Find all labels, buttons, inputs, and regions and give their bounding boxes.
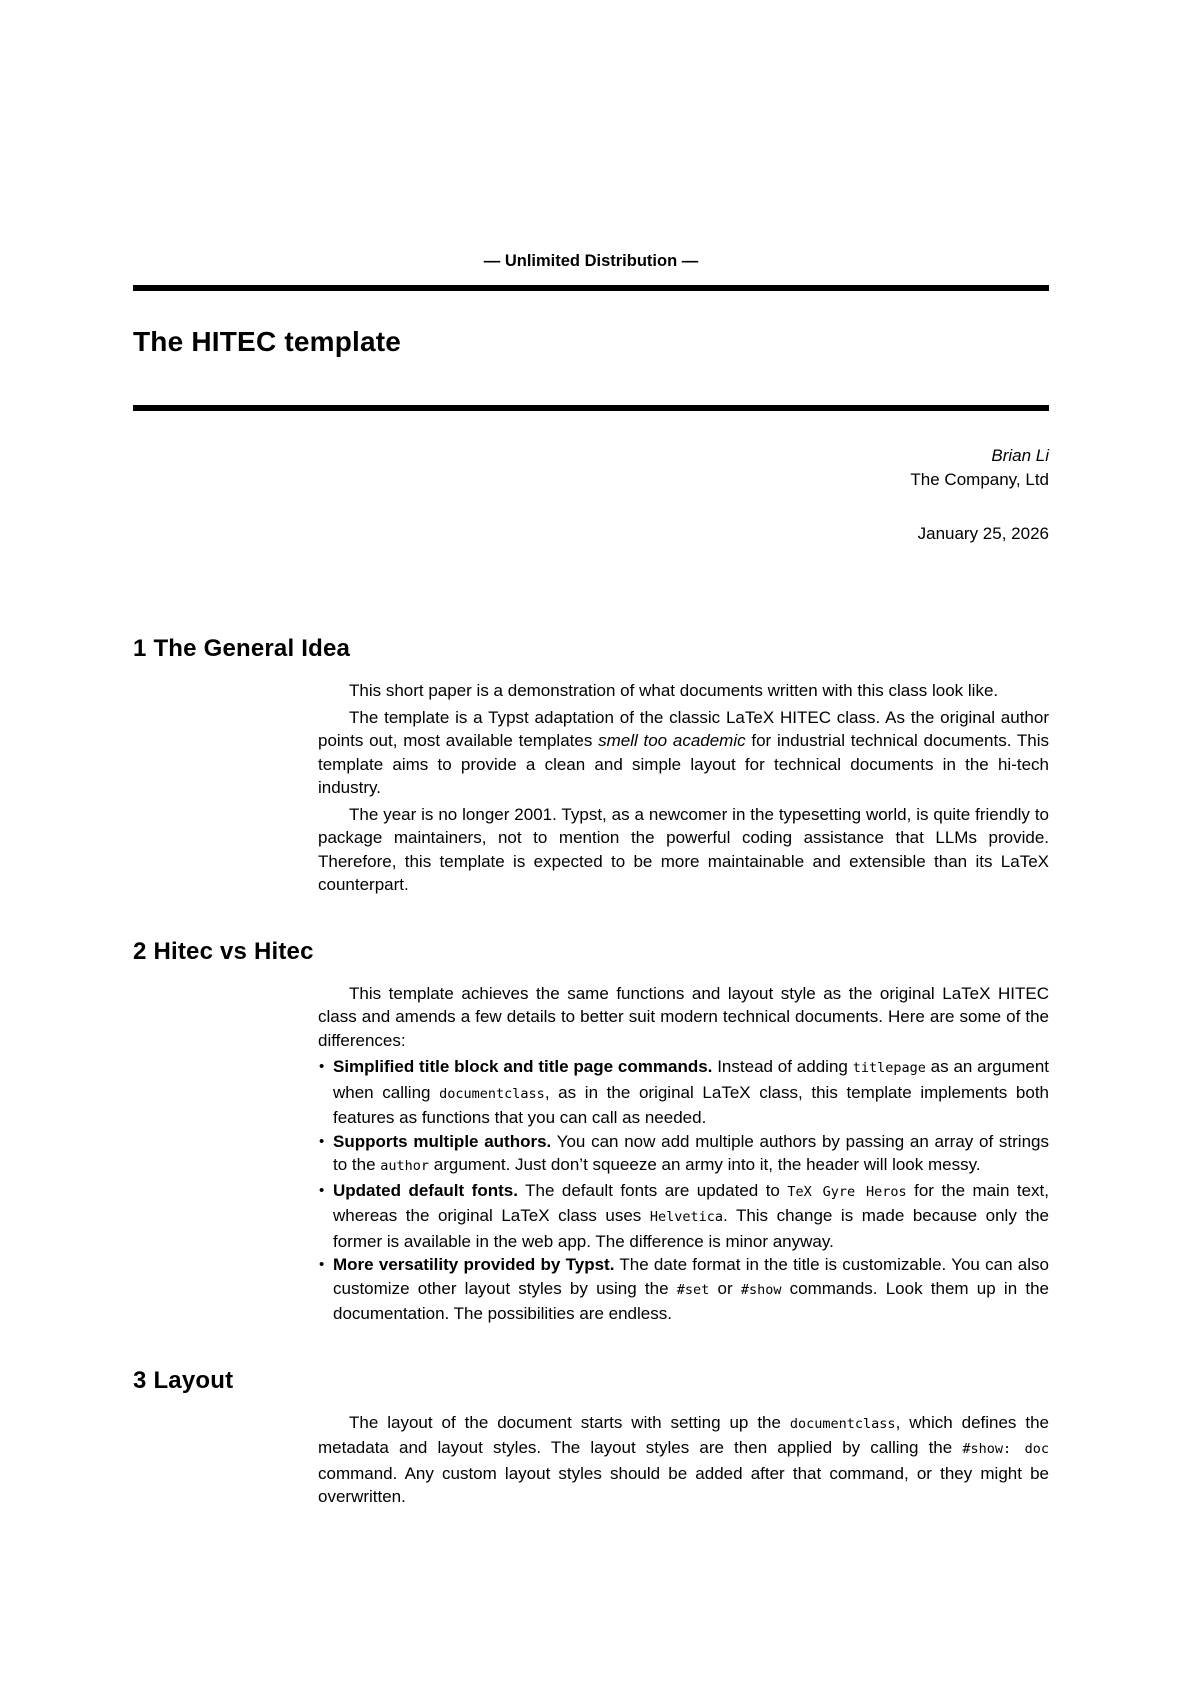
bullet-icon: • <box>319 1058 325 1075</box>
text-run: commands. Look them up in the documentation. The possibilities are endless. <box>333 1278 1049 1323</box>
bullet-item <box>318 1055 1049 1130</box>
text-run: titlepage <box>852 1060 926 1076</box>
section-body <box>318 1411 1049 1509</box>
section-number: 2 <box>133 937 147 965</box>
text-run: Updated default fonts. <box>333 1180 518 1200</box>
bullet-item <box>318 1130 1049 1179</box>
paragraph <box>318 982 1049 1053</box>
section-title: The General Idea <box>153 635 351 662</box>
bullet-icon: • <box>319 1132 325 1150</box>
section-number: 1 <box>133 635 147 662</box>
section-body <box>318 679 1049 897</box>
bullet-item <box>318 1179 1049 1254</box>
paragraph <box>318 679 1049 703</box>
bullet-icon: • <box>319 1256 325 1273</box>
text-run: . This change is made because only the former is available in the web app. The difference is minor anyway. <box>333 1206 1049 1251</box>
text-run: Simplified title block and title page commands. <box>333 1057 713 1076</box>
paragraph <box>318 803 1049 897</box>
text-run: More versatility provided by Typst. <box>333 1255 615 1274</box>
distribution-note: — Unlimited Distribution — <box>483 252 699 270</box>
section-heading <box>133 937 1049 967</box>
author-name: Brian Li <box>991 446 1049 465</box>
text-run: author <box>380 1158 430 1174</box>
paragraph <box>318 706 1049 800</box>
section-hitec-vs-hitec <box>133 937 1049 1326</box>
text-run: smell too academic <box>598 731 746 750</box>
text-run: This template achieves the same functions and layout style as the original LaTeX HITEC class and amends a few details to better suit modern technical documents. Here are some of the differences: <box>318 983 1049 1050</box>
section-number: 3 <box>133 1366 147 1394</box>
text-run: , as in the original LaTeX class, this template implements both features as functions that you can call as needed. <box>333 1082 1049 1127</box>
text-run: documentclass <box>439 1085 545 1102</box>
text-run: Supports multiple authors. <box>333 1131 552 1151</box>
section-title: Layout <box>153 1366 234 1394</box>
text-run: The template is a Typst adaptation of the classic LaTeX HITEC class. As the original author points out, most available templates <box>318 707 1049 750</box>
front-matter <box>133 444 1049 546</box>
text-run: TeX Gyre Heros <box>787 1183 907 1200</box>
document-date: January 25, 2026 <box>917 524 1049 543</box>
section-heading <box>133 1366 1049 1396</box>
section-heading <box>133 634 1049 664</box>
bullet-icon: • <box>319 1181 325 1199</box>
text-run: , which defines the metadata and layout styles. The layout styles are then applied by calling the <box>318 1412 1049 1457</box>
top-rule <box>133 285 1049 291</box>
section-general-idea <box>133 634 1049 897</box>
document-title: The HITEC template <box>133 326 402 357</box>
text-run: The layout of the document starts with setting up the <box>349 1412 790 1432</box>
text-run: as an argument when calling <box>333 1057 1049 1102</box>
text-run: The year is no longer 2001. Typst, as a newcomer in the typesetting world, is quite friendly to package maintainers, not to mention the powerful coding assistance that LLMs provide. Therefore, this template is expected to be more maintainable and extensible than its LaTeX counterpart. <box>318 804 1049 894</box>
text-run: for the main text, whereas the original LaTeX class uses <box>333 1180 1049 1225</box>
title-rule <box>133 405 1049 411</box>
text-run: Instead of adding <box>712 1057 853 1076</box>
text-run: or <box>709 1278 741 1298</box>
text-run: #show <box>740 1281 782 1298</box>
bullet-item <box>318 1253 1049 1326</box>
text-run: #set <box>676 1281 710 1298</box>
section-title: Hitec vs Hitec <box>153 937 314 965</box>
text-run: #show: doc <box>962 1441 1049 1457</box>
bullet-list <box>318 1055 1049 1326</box>
text-run: argument. Just don’t squeeze an army into it, the header will look messy. <box>429 1155 981 1174</box>
text-run: The default fonts are updated to <box>517 1180 788 1200</box>
text-run: command. Any custom layout styles should be added after that command, or they might be overwritten. <box>318 1463 1049 1506</box>
text-run: The date format in the title is customizable. You can also customize other layout styles by using the <box>333 1255 1049 1298</box>
paragraph <box>318 1411 1049 1509</box>
author-affiliation: The Company, Ltd <box>910 470 1049 489</box>
text-run: documentclass <box>789 1415 896 1432</box>
text-run: for industrial technical documents. This template aims to provide a clean and simple layout for technical documents in the hi-tech industry. <box>318 731 1049 797</box>
section-body <box>318 982 1049 1326</box>
text-run: You can now add multiple authors by passing an array of strings to the <box>333 1131 1049 1174</box>
text-run: This short paper is a demonstration of what documents written with this class look like. <box>349 681 999 700</box>
section-layout <box>133 1366 1049 1509</box>
text-run: Helvetica <box>649 1209 723 1225</box>
